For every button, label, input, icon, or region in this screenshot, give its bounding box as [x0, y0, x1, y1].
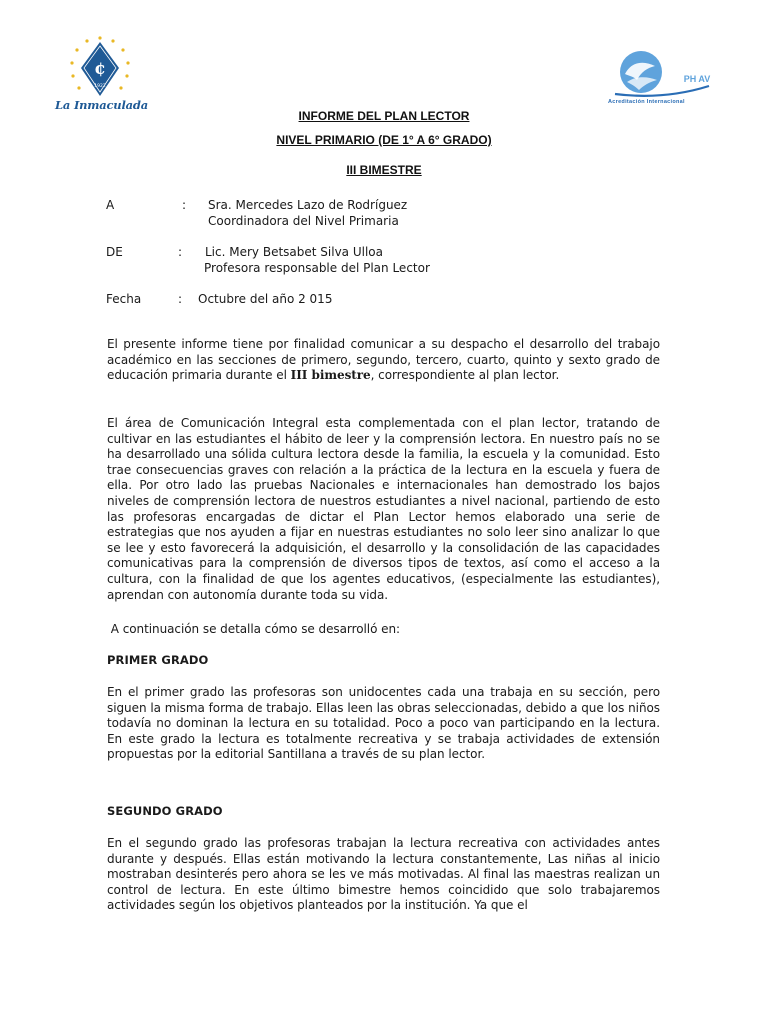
sender-key: DE	[106, 245, 123, 259]
intro-paragraph	[107, 337, 660, 384]
document-subtitle: NIVEL PRIMARIO (DE 1° A 6° GRADO)	[276, 133, 492, 147]
sender-role: Profesora responsable del Plan Lector	[204, 261, 430, 275]
recipient-key: A	[106, 198, 115, 212]
date-value: Octubre del año 2 015	[198, 292, 333, 306]
date-colon: :	[178, 292, 183, 306]
logo-year-text: 1922	[94, 84, 106, 89]
phav-accreditation-caption: Acreditación Internacional	[608, 99, 685, 105]
recipient-role: Coordinadora del Nivel Primaria	[208, 214, 399, 228]
section-title-primer-grado: PRIMER GRADO	[107, 653, 209, 667]
document-period: III BIMESTRE	[346, 163, 422, 177]
intro-text-end: , correspondiente al plan lector.	[370, 368, 560, 383]
context-paragraph: El área de Comunicación Integral esta complementada con el plan lector, tratando de cultivar en las estudiantes el hábito de leer y la comprensión lectora. En nuestro país no se ha desarrollado una sólida cultura lectora desde la familia, la escuela y la comunidad. Esto trae consecuencias graves con relación a la práctica de la lectura en la escuela y fuera de ella. Por otro lado las pruebas Nacionales e internacionales han demostrado los bajos niveles de comprensión lectora de nuestros estudiantes a nivel nacional, partiendo de esto las profesoras encargadas de dictar el Plan Lector hemos elaborado una serie de estrategias que nos ayuden a fijar en nuestras estudiantes no solo leer sino analizar lo que se lee y esto favorecerá la adquisición, el desarrollo y la consolidación de las capacidades comunicativas para la comprensión de diversos tipos de textos, así como el acceso a la cultura, con la finalidad de que los agentes educativos, (especialmente las estudiantes), aprendan con autonomía durante toda su vida.	[107, 416, 660, 602]
sender-name: Lic. Mery Betsabet Silva Ulloa	[205, 245, 383, 259]
lead-in-text: A continuación se detalla cómo se desarrolló en:	[107, 622, 401, 636]
intro-bold-period: III bimestre	[290, 368, 371, 383]
recipient-colon: :	[182, 198, 187, 212]
svg-text:¢: ¢	[94, 59, 106, 79]
document-title: INFORME DEL PLAN LECTOR	[298, 109, 470, 123]
section-body-segundo-grado: En el segundo grado las profesoras trabajan la lectura recreativa con actividades antes durante y después. Ellas están motivando la lectura constantemente, Las niñas al inicio mostraban desinterés pero ahora se les ve más motivadas. Al final las maestras realizan un control de lectura. En este último bimestre hemos coincidido que solo trabajaremos actividades según los objetivos planteados por la institución. Ya que el	[107, 836, 660, 913]
section-body-primer-grado: En el primer grado las profesoras son unidocentes cada una trabaja en su sección, pero siguen la misma forma de trabajo. Ellas leen las obras seleccionadas, debido a que los niños todavía no dominan la lectura en su totalidad. Poco a poco van participando en la lectura. En este grado la lectura es totalmente recreativa y se trabaja actividades de extensión propuestas por la editorial Santillana a través de su plan lector.	[107, 685, 660, 762]
recipient-name: Sra. Mercedes Lazo de Rodríguez	[208, 198, 408, 212]
intro-text-start: El presente informe tiene por finalidad comunicar a su despacho el desarrollo del trabajo académico en las secciones de primero, segundo, tercero, cuarto, quinto y sexto grado de educación primaria durante el	[107, 337, 660, 383]
la-inmaculada-logo-text: La Inmaculada	[55, 98, 148, 112]
section-title-segundo-grado: SEGUNDO GRADO	[107, 804, 223, 818]
date-key: Fecha	[106, 292, 142, 306]
phav-letters: PH AV	[683, 74, 711, 84]
sender-colon: :	[178, 245, 183, 259]
